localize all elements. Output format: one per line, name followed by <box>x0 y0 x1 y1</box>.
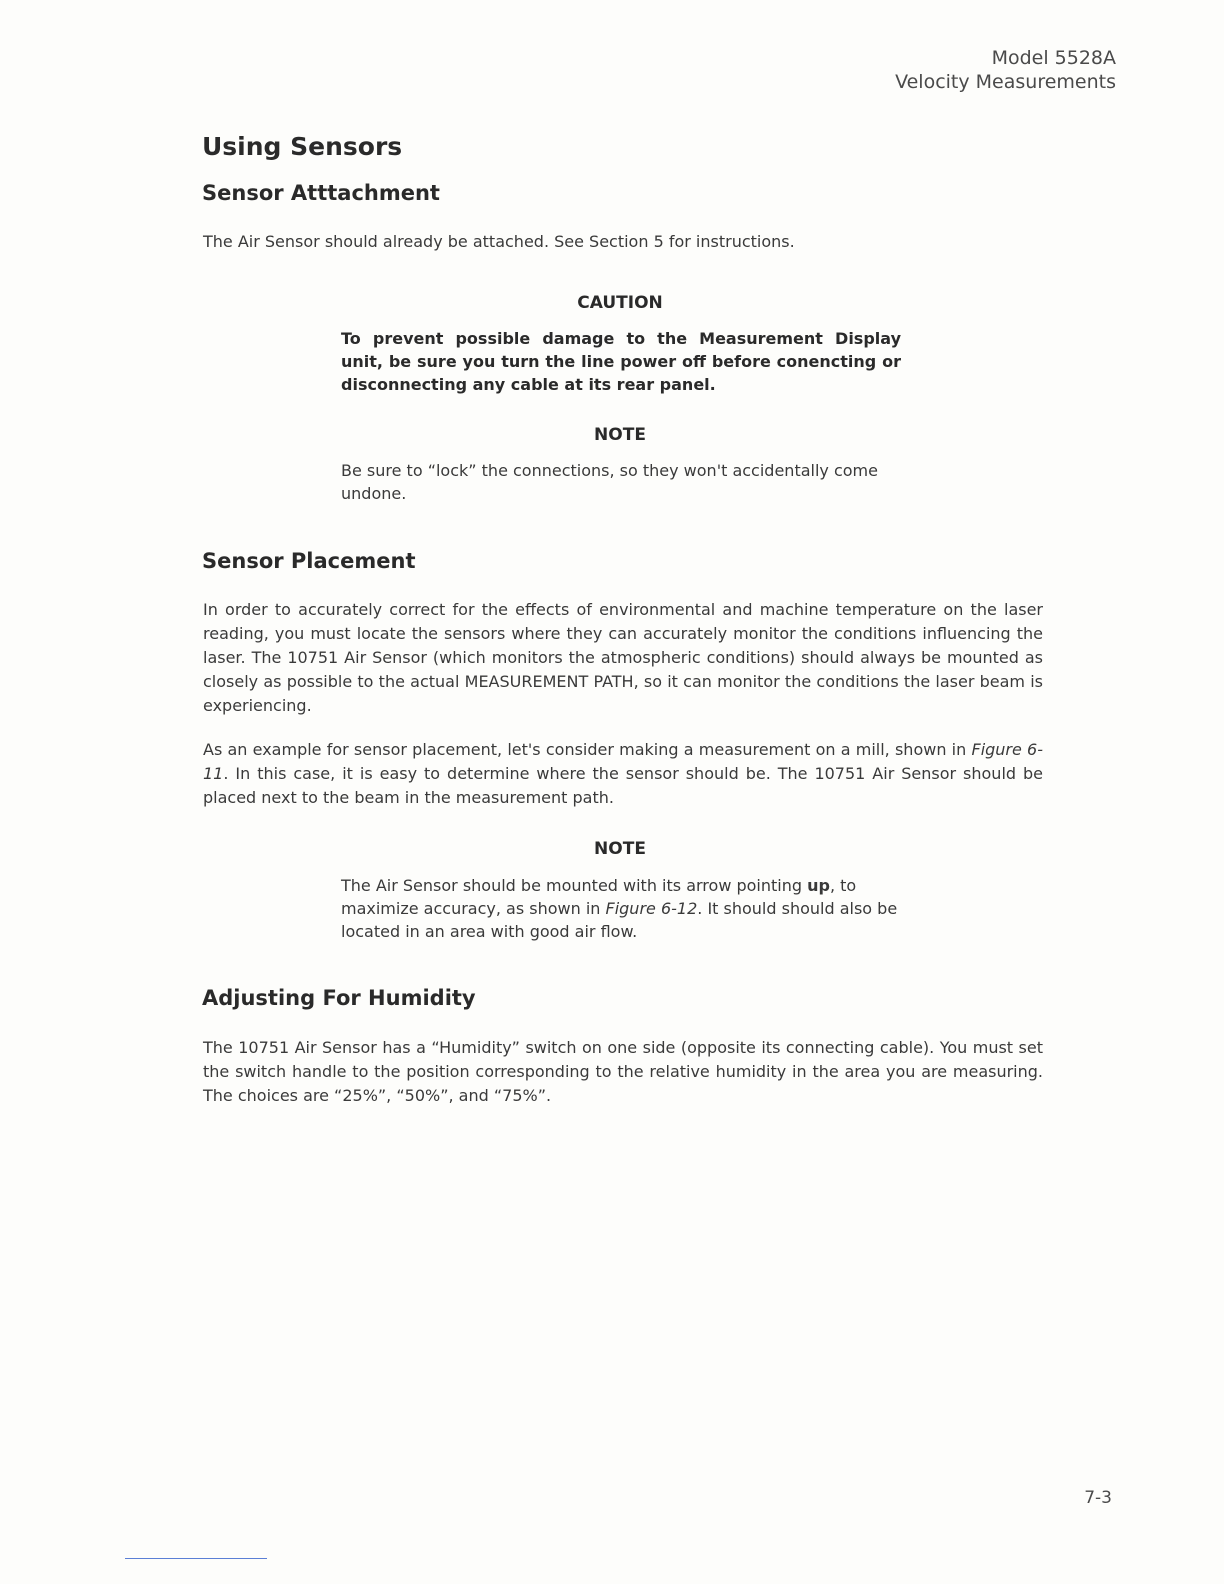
figure-reference: Figure 6-11 <box>203 740 1044 783</box>
note-text-middle: , to maximize accuracy, as shown in <box>341 876 857 918</box>
heading-sensor-attachment: Sensor Atttachment <box>202 181 440 205</box>
sensor-placement-paragraph-2 <box>203 738 1043 810</box>
section-title: Velocity Measurements <box>895 71 1116 93</box>
note-text-start: The Air Sensor should be mounted with its arrow pointing <box>341 876 808 895</box>
adjusting-humidity-text: The 10751 Air Sensor has a “Humidity” switch on one side (opposite its connecting cable). You must set the switch handle to the position corresponding to the relative humidity in the area you are measuring. The choices are “25%”, “50%”, and “75%”. <box>203 1038 1043 1105</box>
sensor-placement-paragraph-1: In order to accurately correct for the effects of environmental and machine temperature on the laser reading, you must locate the sensors where they can accurately monitor the conditions influencing the laser. The 10751 Air Sensor (which monitors the atmospheric conditions) should always be mounted as closely as possible to the actual MEASUREMENT PATH, so it can monitor the conditions the laser beam is experiencing. <box>203 600 1043 715</box>
paragraph-2-start: As an example for sensor placement, let's consider making a measurement on a mill, shown in <box>203 740 972 759</box>
figure-reference: Figure 6-12 <box>605 899 698 918</box>
caution-heading: CAUTION <box>577 293 663 313</box>
page-number: 7-3 <box>1084 1488 1112 1508</box>
note-heading: NOTE <box>594 839 646 859</box>
heading-adjusting-humidity: Adjusting For Humidity <box>202 986 476 1010</box>
note-emphasis: up <box>807 876 830 895</box>
note-text <box>341 874 901 943</box>
note-text: Be sure to “lock” the connections, so they won't accidentally come undone. <box>341 461 878 503</box>
paragraph-2-end: . In this case, it is easy to determine where the sensor should be. The 10751 Air Sensor should be placed next to the beam in the measurement path. <box>203 764 1043 807</box>
running-header <box>895 46 1116 94</box>
sensor-attachment-text: The Air Sensor should already be attached. See Section 5 for instructions. <box>203 232 795 251</box>
heading-sensor-placement: Sensor Placement <box>202 549 416 573</box>
note-text-end: . It should should also be located in an area with good air flow. <box>341 899 898 941</box>
model-label: Model 5528A <box>991 47 1116 69</box>
caution-text: To prevent possible damage to the Measurement Display unit, be sure you turn the line power off before conencting or disconnecting any cable at its rear panel. <box>341 329 901 394</box>
footer-rule <box>125 1558 267 1559</box>
note-heading: NOTE <box>594 425 646 445</box>
page-title: Using Sensors <box>202 132 403 161</box>
